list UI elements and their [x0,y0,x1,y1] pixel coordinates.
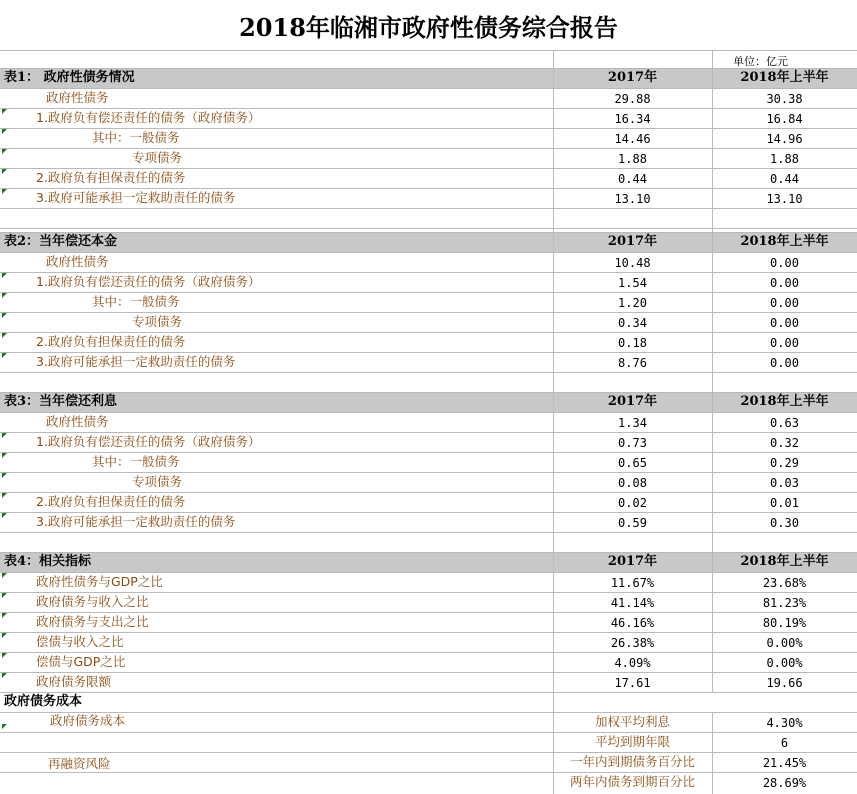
table-row-label: 政府性债务 [46,414,109,429]
table-cell-2017: 16.34 [614,112,651,126]
column-header-2018h1: 2018年上半年 [740,394,829,409]
cost-metric-value: 4.30% [766,716,803,730]
table-row-label: 专项债务 [132,150,183,165]
cost-metric-label: 加权平均利息 [594,714,670,729]
table-cell-2017: 0.73 [618,436,647,450]
table-cell-2018h1: 1.88 [770,152,799,166]
table-cell-2018h1: 0.00 [770,276,799,290]
column-header-2017: 2017年 [607,554,658,569]
table-cell-2017: 11.67% [610,576,655,590]
table-cell-2018h1: 13.10 [766,192,803,206]
table-cell-2018h1: 0.00 [770,336,799,350]
table-row-label: 1.政府负有偿还责任的债务（政府债务） [36,110,261,125]
table-row-label: 其中：一般债务 [92,454,180,469]
grid-line [0,532,857,533]
column-header-2017: 2017年 [607,70,658,85]
table-title: 表2：当年偿还本金 [4,234,118,249]
grid-line [553,212,554,392]
grid-line [0,692,857,693]
table-row-label: 3.政府可能承担一定救助责任的债务 [36,354,236,369]
column-header-2018h1: 2018年上半年 [740,70,829,85]
table-row-label: 2.政府负有担保责任的债务 [36,494,186,509]
grid-line [553,50,554,68]
grid-line [553,532,554,692]
table-cell-2017: 0.65 [618,456,647,470]
green-triangle-marker [2,513,7,518]
grid-line [553,68,554,228]
table-cell-2017: 46.16% [610,616,655,630]
table-cell-2018h1: 0.30 [770,516,799,530]
table-cell-2017: 1.34 [618,416,647,430]
table-row-label: 3.政府可能承担一定救助责任的债务 [36,514,236,529]
table-row-label: 政府债务与收入之比 [36,594,149,609]
table-cell-2018h1: 0.44 [770,172,799,186]
cost-metric-label: 平均到期年限 [594,734,670,749]
green-triangle-marker [2,353,7,358]
table-cell-2018h1: 0.00 [770,256,799,270]
table-cell-2018h1: 0.00% [766,636,803,650]
green-triangle-marker [2,653,7,658]
green-triangle-marker [2,613,7,618]
green-triangle-marker [2,333,7,338]
table-row-label: 偿债与收入之比 [36,634,124,649]
green-triangle-marker [2,313,7,318]
table-cell-2017: 0.44 [618,172,647,186]
table-row-label: 2.政府负有担保责任的债务 [36,334,186,349]
grid-line [0,228,857,229]
cost-metric-label: 两年内债务到期百分比 [569,774,695,789]
table-cell-2018h1: 19.66 [766,676,803,690]
cost-row-label: 政府债务成本 [50,713,126,728]
cost-metric-value: 21.45% [762,756,807,770]
grid-line [712,712,713,794]
grid-line [712,372,713,552]
table-cell-2017: 0.59 [618,516,647,530]
table-row-label: 政府性债务 [46,90,109,105]
table-cell-2018h1: 23.68% [762,576,807,590]
table-cell-2018h1: 0.03 [770,476,799,490]
grid-line [0,732,857,733]
table-cell-2018h1: 14.96 [766,132,803,146]
table-row-label: 1.政府负有偿还责任的债务（政府债务） [36,434,261,449]
green-triangle-marker [2,724,7,729]
table-cell-2018h1: 81.23% [762,596,807,610]
table-row-label: 其中：一般债务 [92,294,180,309]
green-triangle-marker [2,493,7,498]
green-triangle-marker [2,433,7,438]
grid-line [712,212,713,392]
table-row-label: 政府性债务与GDP之比 [36,574,163,589]
table-row-label: 其中：一般债务 [92,130,180,145]
table-cell-2017: 17.61 [614,676,651,690]
cost-section-title: 政府债务成本 [4,694,83,709]
table-row-label: 1.政府负有偿还责任的债务（政府债务） [36,274,261,289]
green-triangle-marker [2,473,7,478]
green-triangle-marker [2,149,7,154]
grid-line [712,50,713,68]
table-row-label: 专项债务 [132,314,183,329]
table-cell-2017: 14.46 [614,132,651,146]
table-cell-2018h1: 0.00 [770,316,799,330]
green-triangle-marker [2,273,7,278]
table-cell-2018h1: 30.38 [766,92,803,106]
table-cell-2017: 41.14% [610,596,655,610]
table-cell-2017: 13.10 [614,192,651,206]
table-cell-2018h1: 16.84 [766,112,803,126]
table-cell-2017: 8.76 [618,356,647,370]
green-triangle-marker [2,453,7,458]
grid-line [0,208,857,209]
table-row-label: 专项债务 [132,474,183,489]
grid-line [712,68,713,228]
table-title: 表4：相关指标 [4,554,92,569]
green-triangle-marker [2,129,7,134]
table-row-label: 政府性债务 [46,254,109,269]
grid-line [712,532,713,692]
table-cell-2017: 0.02 [618,496,647,510]
table-cell-2018h1: 0.01 [770,496,799,510]
table-row-label: 偿债与GDP之比 [36,654,126,669]
column-header-2017: 2017年 [607,394,658,409]
green-triangle-marker [2,633,7,638]
table-title: 表3：当年偿还利息 [4,394,118,409]
table-cell-2018h1: 0.63 [770,416,799,430]
table-cell-2018h1: 0.29 [770,456,799,470]
green-triangle-marker [2,293,7,298]
table-row-label: 3.政府可能承担一定救助责任的债务 [36,190,236,205]
table-cell-2018h1: 0.00 [770,296,799,310]
table-cell-2017: 29.88 [614,92,651,106]
table-cell-2017: 4.09% [614,656,651,670]
table-cell-2018h1: 80.19% [762,616,807,630]
refinancing-risk-label: 再融资风险 [48,756,111,771]
table-cell-2017: 0.18 [618,336,647,350]
grid-line [0,752,857,753]
green-triangle-marker [2,189,7,194]
green-triangle-marker [2,109,7,114]
table-cell-2018h1: 0.00 [770,356,799,370]
cost-metric-value: 28.69% [762,776,807,790]
table-cell-2017: 10.48 [614,256,651,270]
grid-line [0,772,857,773]
column-header-2018h1: 2018年上半年 [740,554,829,569]
green-triangle-marker [2,573,7,578]
column-header-2017: 2017年 [607,234,658,249]
green-triangle-marker [2,593,7,598]
report-title: 2018年临湘市政府性债务综合报告 [239,12,618,42]
table-row-label: 政府债务限额 [36,674,112,689]
cost-metric-label: 一年内到期债务百分比 [569,754,695,769]
green-triangle-marker [2,169,7,174]
grid-line [553,692,554,794]
table-cell-2017: 1.88 [618,152,647,166]
unit-label: 单位：亿元 [733,55,788,68]
table-cell-2018h1: 0.00% [766,656,803,670]
grid-line [0,50,857,51]
grid-line [553,372,554,552]
cost-metric-value: 6 [780,736,789,750]
table-cell-2017: 26.38% [610,636,655,650]
table-title: 表1： 政府性债务情况 [4,70,135,85]
table-row-label: 政府债务与支出之比 [36,614,149,629]
table-cell-2017: 0.08 [618,476,647,490]
green-triangle-marker [2,673,7,678]
grid-line [0,372,857,373]
table-cell-2017: 0.34 [618,316,647,330]
table-cell-2017: 1.54 [618,276,647,290]
table-row-label: 2.政府负有担保责任的债务 [36,170,186,185]
column-header-2018h1: 2018年上半年 [740,234,829,249]
table-cell-2018h1: 0.32 [770,436,799,450]
table-cell-2017: 1.20 [618,296,647,310]
